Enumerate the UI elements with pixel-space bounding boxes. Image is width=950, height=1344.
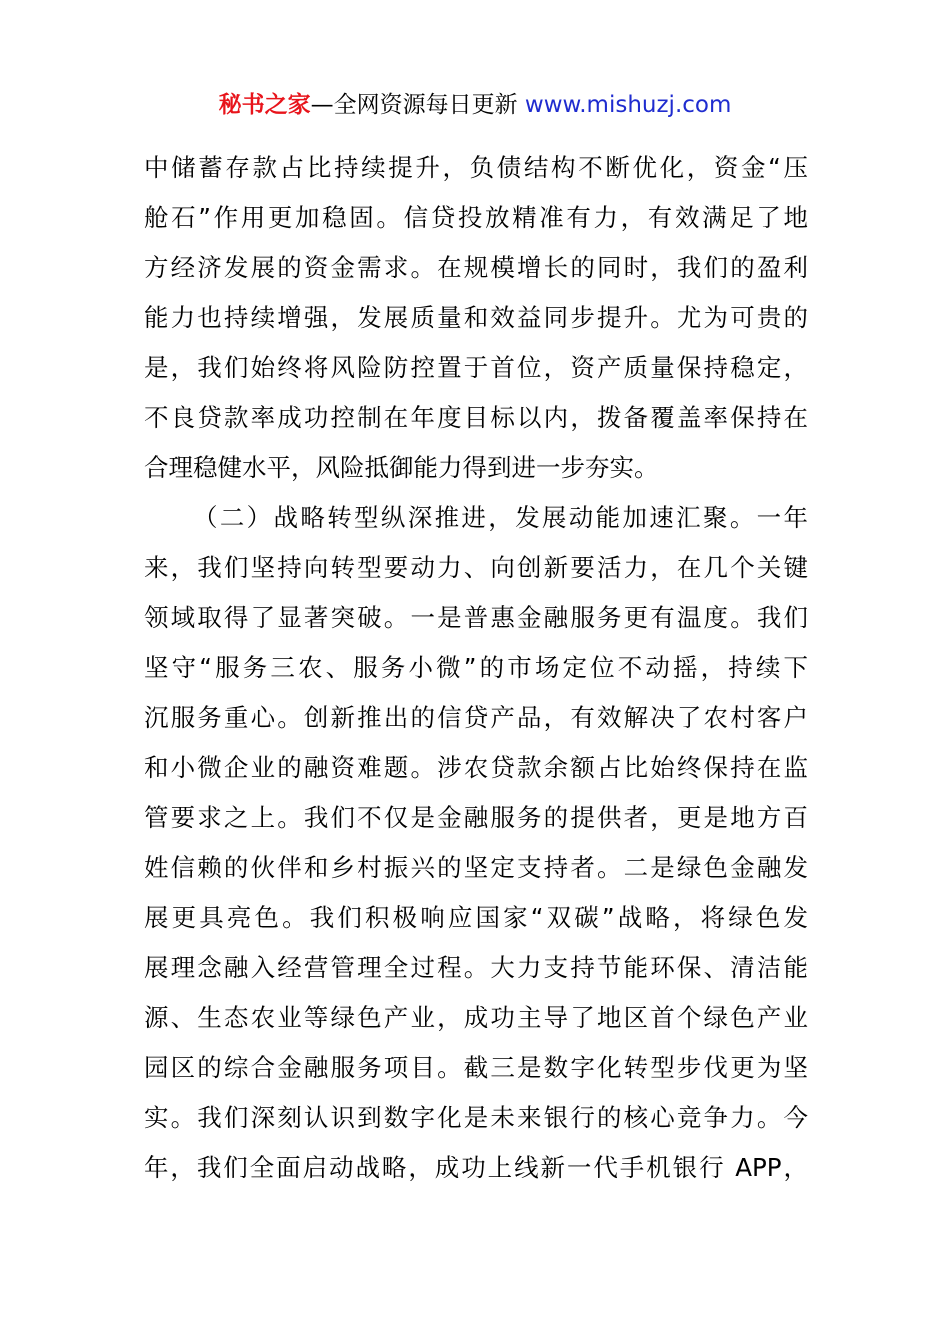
header-tagline: —全网资源每日更新	[310, 92, 525, 118]
text-line: 领域取得了显著突破。一是普惠金融服务更有温度。我们	[144, 603, 808, 632]
text-line: 管要求之上。我们不仅是金融服务的提供者，更是地方百	[144, 803, 808, 832]
text-line: 园区的综合金融服务项目。截三是数字化转型步伐更为坚	[144, 1053, 808, 1082]
text-line: 坚守“服务三农、服务小微”的市场定位不动摇，持续下	[144, 653, 808, 682]
text-line: 源、生态农业等绿色产业，成功主导了地区首个绿色产业	[144, 1003, 808, 1032]
text-line: 方经济发展的资金需求。在规模增长的同时，我们的盈利	[144, 253, 808, 282]
text-line: 姓信赖的伙伴和乡村振兴的坚定支持者。二是绿色金融发	[144, 853, 808, 882]
brand-name: 秘书之家	[218, 92, 311, 118]
text-line: 能力也持续增强，发展质量和效益同步提升。尤为可贵的	[144, 303, 808, 332]
text-line: 展更具亮色。我们积极响应国家“双碳”战略，将绿色发	[144, 903, 808, 932]
text-line: 中储蓄存款占比持续提升，负债结构不断优化，资金“压	[144, 153, 808, 182]
text-line: 是，我们始终将风险防控置于首位，资产质量保持稳定，	[144, 353, 808, 382]
page-header	[0, 88, 950, 122]
text-line: 和小微企业的融资难题。涉农贷款余额占比始终保持在监	[144, 753, 808, 782]
text-line: 年，我们全面启动战略，成功上线新一代手机银行 APP，	[144, 1153, 808, 1182]
text-line: 沉服务重心。创新推出的信贷产品，有效解决了农村客户	[144, 703, 808, 732]
text-line: 不良贷款率成功控制在年度目标以内，拨备覆盖率保持在	[144, 403, 808, 432]
text-line: 展理念融入经营管理全过程。大力支持节能环保、清洁能	[144, 953, 808, 982]
document-body	[144, 143, 808, 1193]
header-url[interactable]: www.mishuzj.com	[524, 92, 732, 118]
text-line: 舱石”作用更加稳固。信贷投放精准有力，有效满足了地	[144, 203, 808, 232]
text-line: 合理稳健水平，风险抵御能力得到进一步夯实。	[144, 453, 659, 482]
section-heading-line: （二）战略转型纵深推进，发展动能加速汇聚。一年	[193, 503, 808, 532]
text-line: 实。我们深刻认识到数字化是未来银行的核心竞争力。今	[144, 1103, 808, 1132]
text-line: 来，我们坚持向转型要动力、向创新要活力，在几个关键	[144, 553, 808, 582]
